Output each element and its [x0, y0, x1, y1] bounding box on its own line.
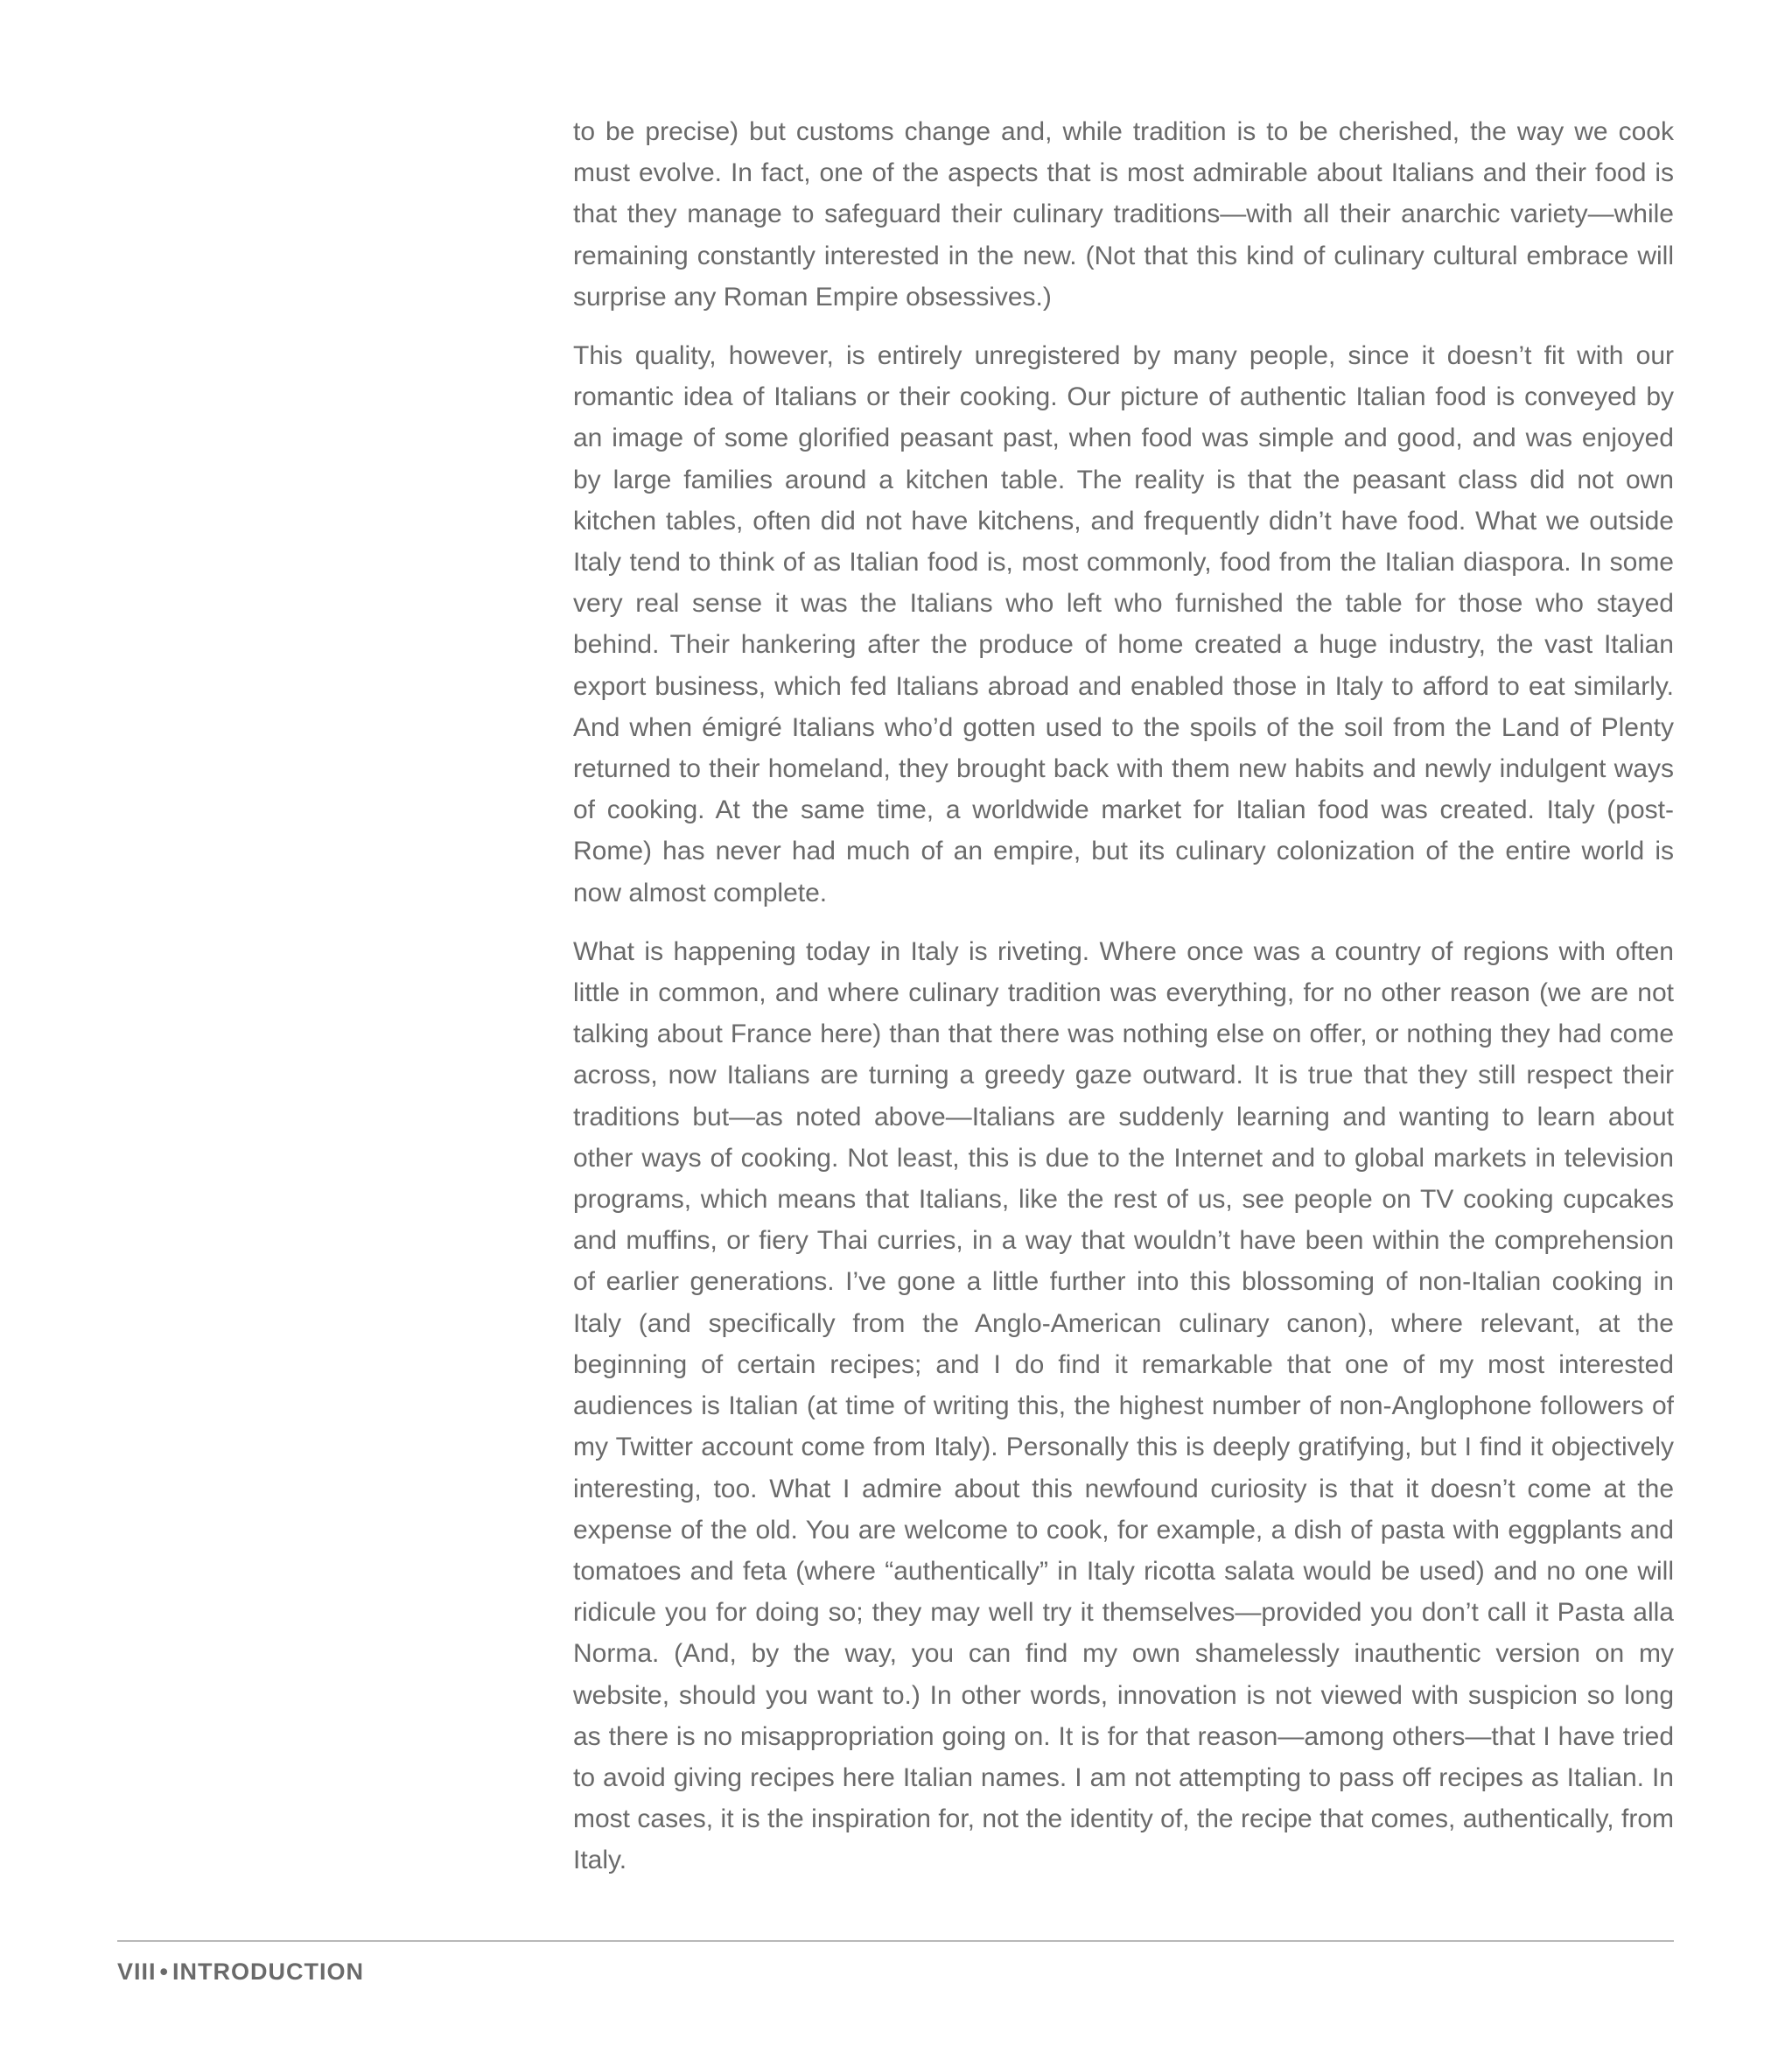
section-name: INTRODUCTION [172, 1958, 364, 1985]
page-number: VIII [117, 1958, 157, 1985]
footer-divider [117, 1940, 1674, 1942]
footer-separator: • [159, 1958, 169, 1985]
paragraph-3: What is happening today in Italy is riveting. Where once was a country of regions with often little in common, and where culinary tradition was everything, for no other reason (we are not talking about France here) than that there was nothing else on offer, or nothing they had come across, now Italians are turning a greedy gaze outward. It is true that they still respect their traditions but—as noted above—Italians are suddenly learning and wanting to learn about other ways of cooking. Not least, this is due to the Internet and to global markets in television programs, which means that Italians, like the rest of us, see people on TV cooking cupcakes and muffins, or fiery Thai curries, in a way that wouldn’t have been within the comprehension of earlier generations. I’ve gone a little further into this blossoming of non-Italian cooking in Italy (and specifically from the Anglo-American culinary canon), where relevant, at the beginning of certain recipes; and I do find it remarkable that one of my most interested audiences is Italian (at time of writing this, the highest number of non-Anglophone followers of my Twitter account come from Italy). Personally this is deeply gratifying, but I find it objectively interesting, too. What I admire about this newfound curiosity is that it doesn’t come at the expense of the old. You are welcome to cook, for example, a dish of pasta with eggplants and tomatoes and feta (where “authentically” in Italy ricotta salata would be used) and no one will ridicule you for doing so; they may well try it themselves—provided you don’t call it Pasta alla Norma. (And, by the way, you can find my own shamelessly inauthentic version on my website, should you want to.) In other words, innovation is not viewed with suspicion so long as there is no misappropriation going on. It is for that reason—among others—that I have tried to avoid giving recipes here Italian names. I am not attempting to pass off recipes as Italian. In most cases, it is the inspiration for, not the identity of, the recipe that comes, authentically, from Italy. [573, 936, 1674, 1875]
body-text [573, 111, 1674, 1899]
paragraph-2: This quality, however, is entirely unregistered by many people, since it doesn’t fit with our romantic idea of Italians or their cooking. Our picture of authentic Italian food is conveyed by an image of some glorified peasant past, when food was simple and good, and was enjoyed by large families around a kitchen table. The reality is that the peasant class did not own kitchen tables, often did not have kitchens, and frequently didn’t have food. What we outside Italy tend to think of as Italian food is, most commonly, food from the Italian diaspora. In some very real sense it was the Italians who left who furnished the table for those who stayed behind. Their hankering after the produce of home created a huge industry, the vast Italian export business, which fed Italians abroad and enabled those in Italy to afford to eat similarly. And when émigré Italians who’d gotten used to the spoils of the soil from the Land of Plenty returned to their homeland, they brought back with them new habits and newly indulgent ways of cooking. At the same time, a worldwide market for Italian food was created. Italy (post-Rome) has never had much of an empire, but its culinary colonization of the entire world is now almost complete. [573, 341, 1674, 907]
running-footer [117, 1958, 364, 1986]
paragraph-1: to be precise) but customs change and, while tradition is to be cherished, the way we cook must evolve. In fact, one of the aspects that is most admirable about Italians and their food is that they manage to safeguard their culinary traditions—with all their anarchic variety—while remaining constantly interested in the new. (Not that this kind of culinary cultural embrace will surprise any Roman Empire obsessives.) [573, 117, 1674, 312]
